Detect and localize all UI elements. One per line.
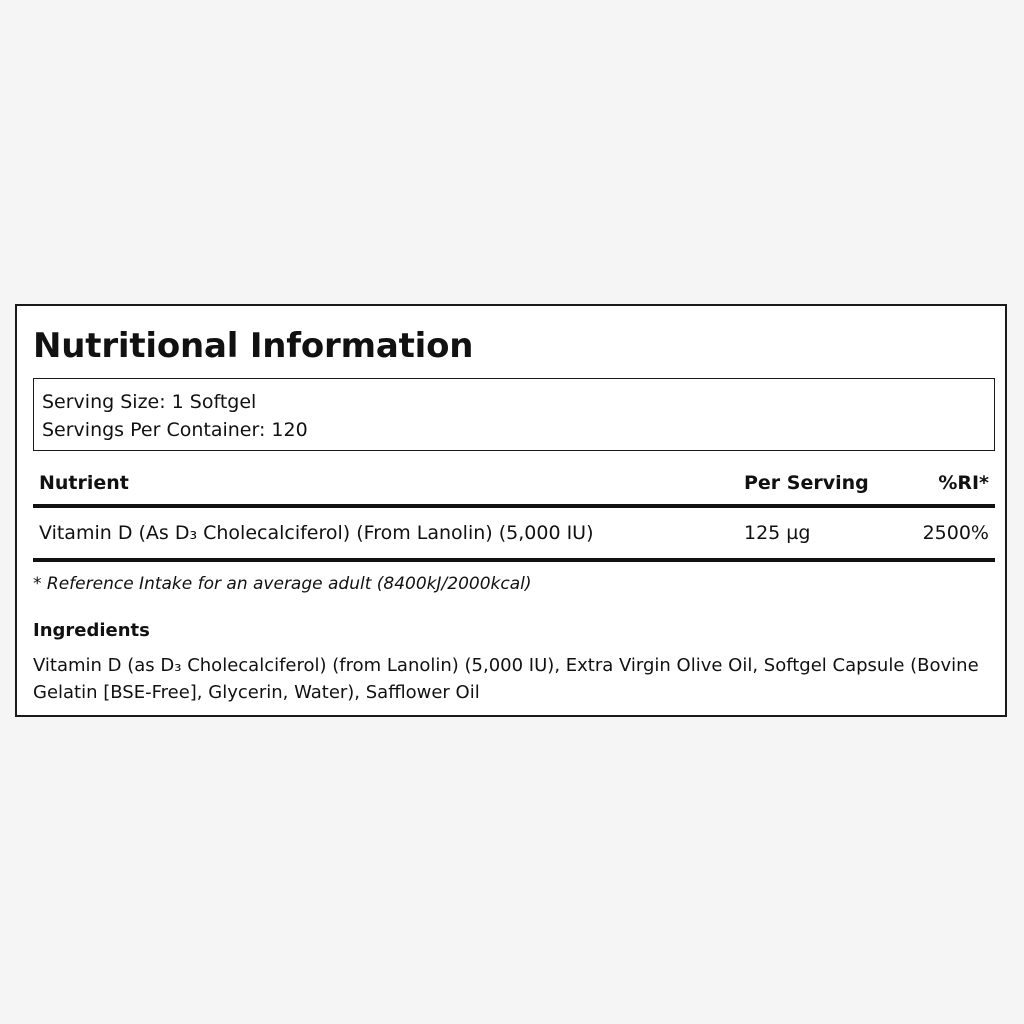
reference-intake-footnote: * Reference Intake for an average adult (8400kJ/2000kcal): [33, 574, 532, 594]
header-ri: %RI*: [938, 472, 989, 494]
table-row: [33, 508, 995, 562]
nutrition-label-panel: [15, 304, 1007, 717]
nutrient-name: Vitamin D (As D₃ Cholecalciferol) (From Lanolin) (5,000 IU): [39, 522, 594, 544]
label-title: Nutritional Information: [33, 326, 474, 366]
nutrient-ri: 2500%: [922, 522, 989, 544]
nutrient-per-serving: 125 µg: [744, 522, 811, 544]
serving-info-box: [33, 378, 995, 451]
header-nutrient: Nutrient: [39, 472, 129, 494]
ingredients-text: Vitamin D (as D₃ Cholecalciferol) (from Lanolin) (5,000 IU), Extra Virgin Olive Oil, Softgel Capsule (Bovine Gelatin [BSE-Free], Glycerin, Water), Safflower Oil: [33, 655, 979, 703]
serving-size: Serving Size: 1 Softgel: [42, 391, 257, 413]
nutrient-table: [33, 464, 995, 562]
ingredients-heading: Ingredients: [33, 620, 150, 641]
header-per-serving: Per Serving: [744, 472, 869, 494]
table-header-row: [33, 464, 995, 508]
servings-per-container: Servings Per Container: 120: [42, 419, 308, 441]
